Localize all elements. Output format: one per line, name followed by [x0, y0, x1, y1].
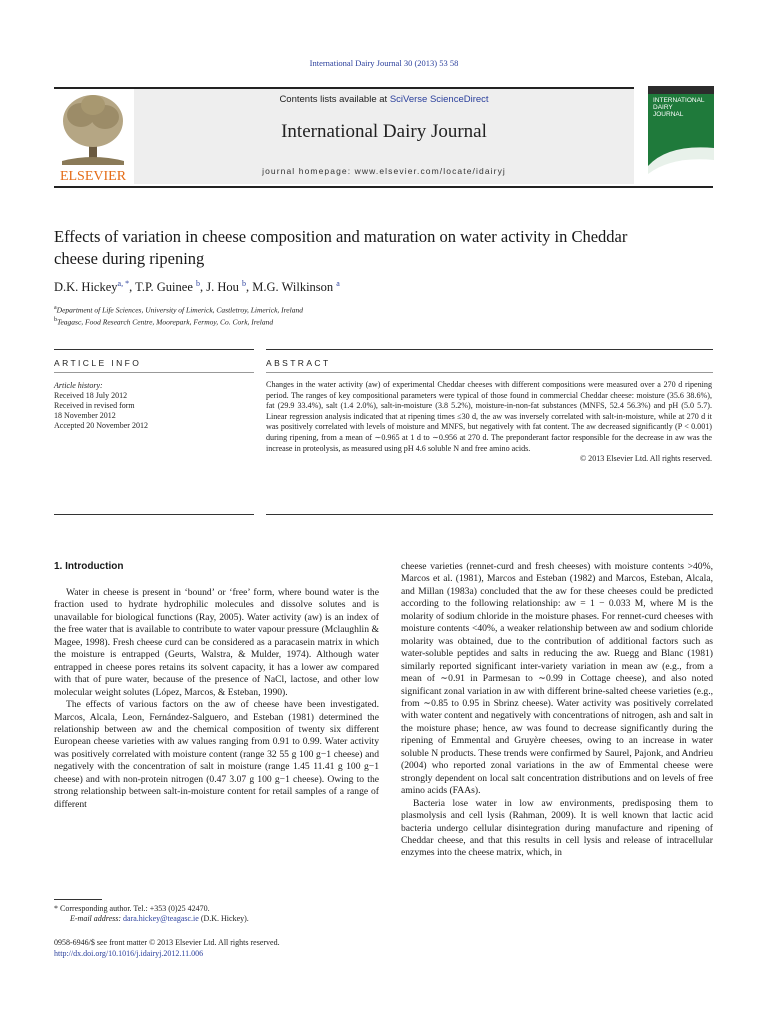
article-info-top-rule: [54, 349, 254, 350]
body-paragraph: cheese varieties (rennet-curd and fresh cheeses) with moisture contents >40%, Marcos et al. (1981), Marcos and Esteban (1982) and Marcos, Esteban, Alcala, and Millan (1983a) concluded that the aw for these cheeses could be predicted according to the following relationship: aw = 1 − 0.033 M, where M is the molarity of sodium chloride in the moisture phases. For rennet-curd cheeses with moisture contents <40%, a weaker relationship between aw and sodium chloride molarity was obtained, due to the contribution of additional factors such as water-soluble peptides and salts in reducing the aw. Ruegg and Blanc (1981) similarly reported significant inter-variety variation in mean aw (e.g., from a mean of ∼0.91 in Parmesan to ∼0.99 in Cottage cheese), and also noted significant zonal variation in aw with different brine-salted cheese varieties (e.g., from ∼0.85 to 0.95 in Sbrinz cheese). Water activity was positively correlated with water content and negatively with concentrations of nitrogen, ash and salt in the moisture phase; hence, aw was found to decrease significantly during the ripening of Emmental and Gruyère cheeses, owing to an increase in water soluble N products. These trends were confirmed by Saurel, Pajonk, and Andrieu (2004) who reported zonal variations in the aw of Emmental cheese were strongly dependent on local salt concentration distributions and on levels of free amino acids (FAAs).: [401, 561, 713, 797]
corresponding-email-link[interactable]: dara.hickey@teagasc.ie: [123, 914, 199, 923]
footnote-email-line: [70, 914, 249, 923]
body-left-column: [54, 587, 379, 811]
affiliation: [54, 305, 303, 315]
elsevier-wordmark: ELSEVIER: [59, 169, 127, 183]
cover-title-line: JOURNAL: [653, 111, 684, 118]
elsevier-tree-icon: [54, 89, 132, 183]
journal-cover-thumbnail[interactable]: [648, 86, 714, 183]
journal-homepage[interactable]: journal homepage: www.elsevier.com/locate/idairyj: [262, 166, 506, 176]
history-entry: 18 November 2012: [54, 411, 116, 420]
cover-title: [653, 97, 705, 118]
abstract-bottom-rule: [266, 514, 713, 515]
body-paragraph: Water in cheese is present in ‘bound’ or ‘free’ form, where bound water is the fraction used to hydrate hydrophilic molecules and dissolve solutes and is unavailable for biological functions (Ray, 2005). Water activity (aw) is an index of the free water that is available to contribute to water vapour pressure (Mclaughlin & Magee, 1998). Fresh cheese curd can be considered as a paracasein matrix in which the moisture is entrapped (Geurts, Walstra, & Mulder, 1974). Although water entrapped in cheese pores retains its solvent capacity, it has a lower aw compared with that of pure water, because of the presence of NaCl, lactose, and other low molecular weight solutes (López, Marcos, & Esteban, 1990).: [54, 587, 379, 698]
article-info-sub-rule: [54, 372, 254, 373]
affiliation-text: Teagasc, Food Research Centre, Moorepark, Fermoy, Co. Cork, Ireland: [57, 317, 274, 327]
cover-wave-graphic: [648, 136, 714, 183]
affiliation: [54, 317, 273, 327]
footnote-corresponding: [54, 904, 210, 913]
affiliation-mark: b: [54, 317, 57, 323]
author-name[interactable]: M.G. Wilkinson: [252, 280, 334, 295]
footnote-phone: Corresponding author. Tel.: +353 (0)25 42470.: [60, 904, 210, 913]
article-title: Effects of variation in cheese composition and maturation on water activity in Cheddar cheese during ripening: [54, 227, 628, 268]
history-entry: Received in revised form: [54, 401, 135, 410]
author-affiliation-mark[interactable]: b: [196, 279, 200, 288]
affiliation-mark: a: [54, 305, 57, 311]
abstract-heading: ABSTRACT: [266, 358, 331, 368]
journal-citation[interactable]: International Dairy Journal 30 (2013) 53 58: [309, 58, 459, 68]
article-history: [54, 381, 254, 431]
author-name[interactable]: J. Hou: [206, 280, 239, 295]
author-affiliation-mark[interactable]: a, *: [117, 279, 130, 288]
article-info-heading: ARTICLE INFO: [54, 358, 142, 368]
footnote-marker: *: [54, 904, 58, 913]
doi-link[interactable]: [54, 949, 203, 958]
cover-top-band: [648, 86, 714, 94]
author-affiliation-mark[interactable]: a: [336, 279, 340, 288]
author-affiliation-mark[interactable]: b: [242, 279, 247, 288]
issn-line: 0958-6946/$ see front matter © 2013 Elsevier Ltd. All rights reserved.: [54, 938, 280, 947]
abstract-sub-rule: [266, 372, 713, 373]
abstract-text: Changes in the water activity (aw) of experimental Cheddar cheeses with different compositions were measured over a 270 d ripening period. The ranges of key compositional parameters were typical of those found in commercial Cheddar cheese: moisture (35.6 38.6%), fat (29.9 33.4%), salt (1.4 2.0%), salt-in-moisture (3.8 5.2%), moisture-in-non-fat substances (MNFS, 52.4 56.3%) and pH (5.0 5.7). Linear regression analysis indicated that at ripening times ≤30 d, the aw was inversely correlated with salt-in-moisture, while at 270 d it was positively correlated with levels of moisture and MNFS, but negatively with fat content. The aw decreased significantly (P < 0.001) during ripening, from a mean of ∼0.965 at 1 d to ∼0.956 at 270 d. The preponderant factor responsible for the decrease in aw was the increase in proteolysis, as measured using pH 4.6 soluble N and free amino acids.: [266, 380, 712, 453]
doi-link-text[interactable]: http://dx.doi.org/10.1016/j.idairyj.2012.11.006: [54, 949, 204, 958]
header-bottom-rule: [54, 186, 713, 188]
elsevier-logo[interactable]: [54, 89, 132, 183]
body-paragraph: The effects of various factors on the aw of cheese have been investigated. Marcos, Alcala, Leon, Fernández-Salguero, and Esteban (1981) determined the relationship between aw and the chemical composition of twenty six different European cheese varieties with aw values ranging from 0.91 to 0.99. Water activity was positively correlated with moisture content (range 32 55 g 100 g−1 cheese) and negatively with the concentration of salt in moisture (range 1.45 11.41 g 100 g−1 cheese) and with non-protein nitrogen (0.47 3.07 g 100 g−1 cheese). Owing to the strong relationship between salt-in-moisture content for retail samples of a range of different: [54, 699, 379, 810]
contents-prefix: Contents lists available at: [279, 94, 390, 105]
journal-name: International Dairy Journal: [281, 121, 487, 142]
body-paragraph: Bacteria lose water in low aw environments, predisposing them to plasmolysis and cell lysis (Rahman, 2009). It is well known that lactic acid bacteria undergo cellular disintegration during manufacture and ripening of Cheddar cheese, and that this results in cell lysis and release of intracellular enzymes into the cheese matrix, which, in: [401, 797, 713, 859]
article-info-bottom-rule: [54, 514, 254, 515]
history-entry: Received 18 July 2012: [54, 391, 128, 400]
section-heading-introduction: 1. Introduction: [54, 561, 124, 572]
footnote-email-suffix: (D.K. Hickey).: [200, 914, 249, 923]
history-label: Article history:: [54, 381, 103, 390]
abstract-top-rule: [266, 349, 713, 350]
author-name[interactable]: T.P. Guinee: [135, 280, 193, 295]
author-list: D.K. Hickey$^{a, *}$, T.P. Guinee $^b$, J. Hou $^b$, M.G. Wilkinson $^a$: [54, 279, 340, 295]
footnote-rule: [54, 899, 102, 900]
sciencedirect-link[interactable]: SciVerse ScienceDirect: [389, 94, 489, 105]
footnote-email-label: E-mail address:: [70, 914, 122, 923]
cover-title-line: DAIRY: [653, 104, 673, 111]
body-right-column: [401, 561, 713, 860]
contents-line: [134, 94, 634, 105]
history-entry: Accepted 20 November 2012: [54, 421, 148, 430]
author-name[interactable]: D.K. Hickey: [54, 280, 118, 295]
cover-title-line: INTERNATIONAL: [653, 97, 705, 104]
affiliation-text: Department of Life Sciences, University of Limerick, Castletroy, Limerick, Ireland: [56, 305, 303, 315]
abstract-body: [266, 380, 712, 465]
abstract-copyright: © 2013 Elsevier Ltd. All rights reserved.: [579, 454, 712, 464]
